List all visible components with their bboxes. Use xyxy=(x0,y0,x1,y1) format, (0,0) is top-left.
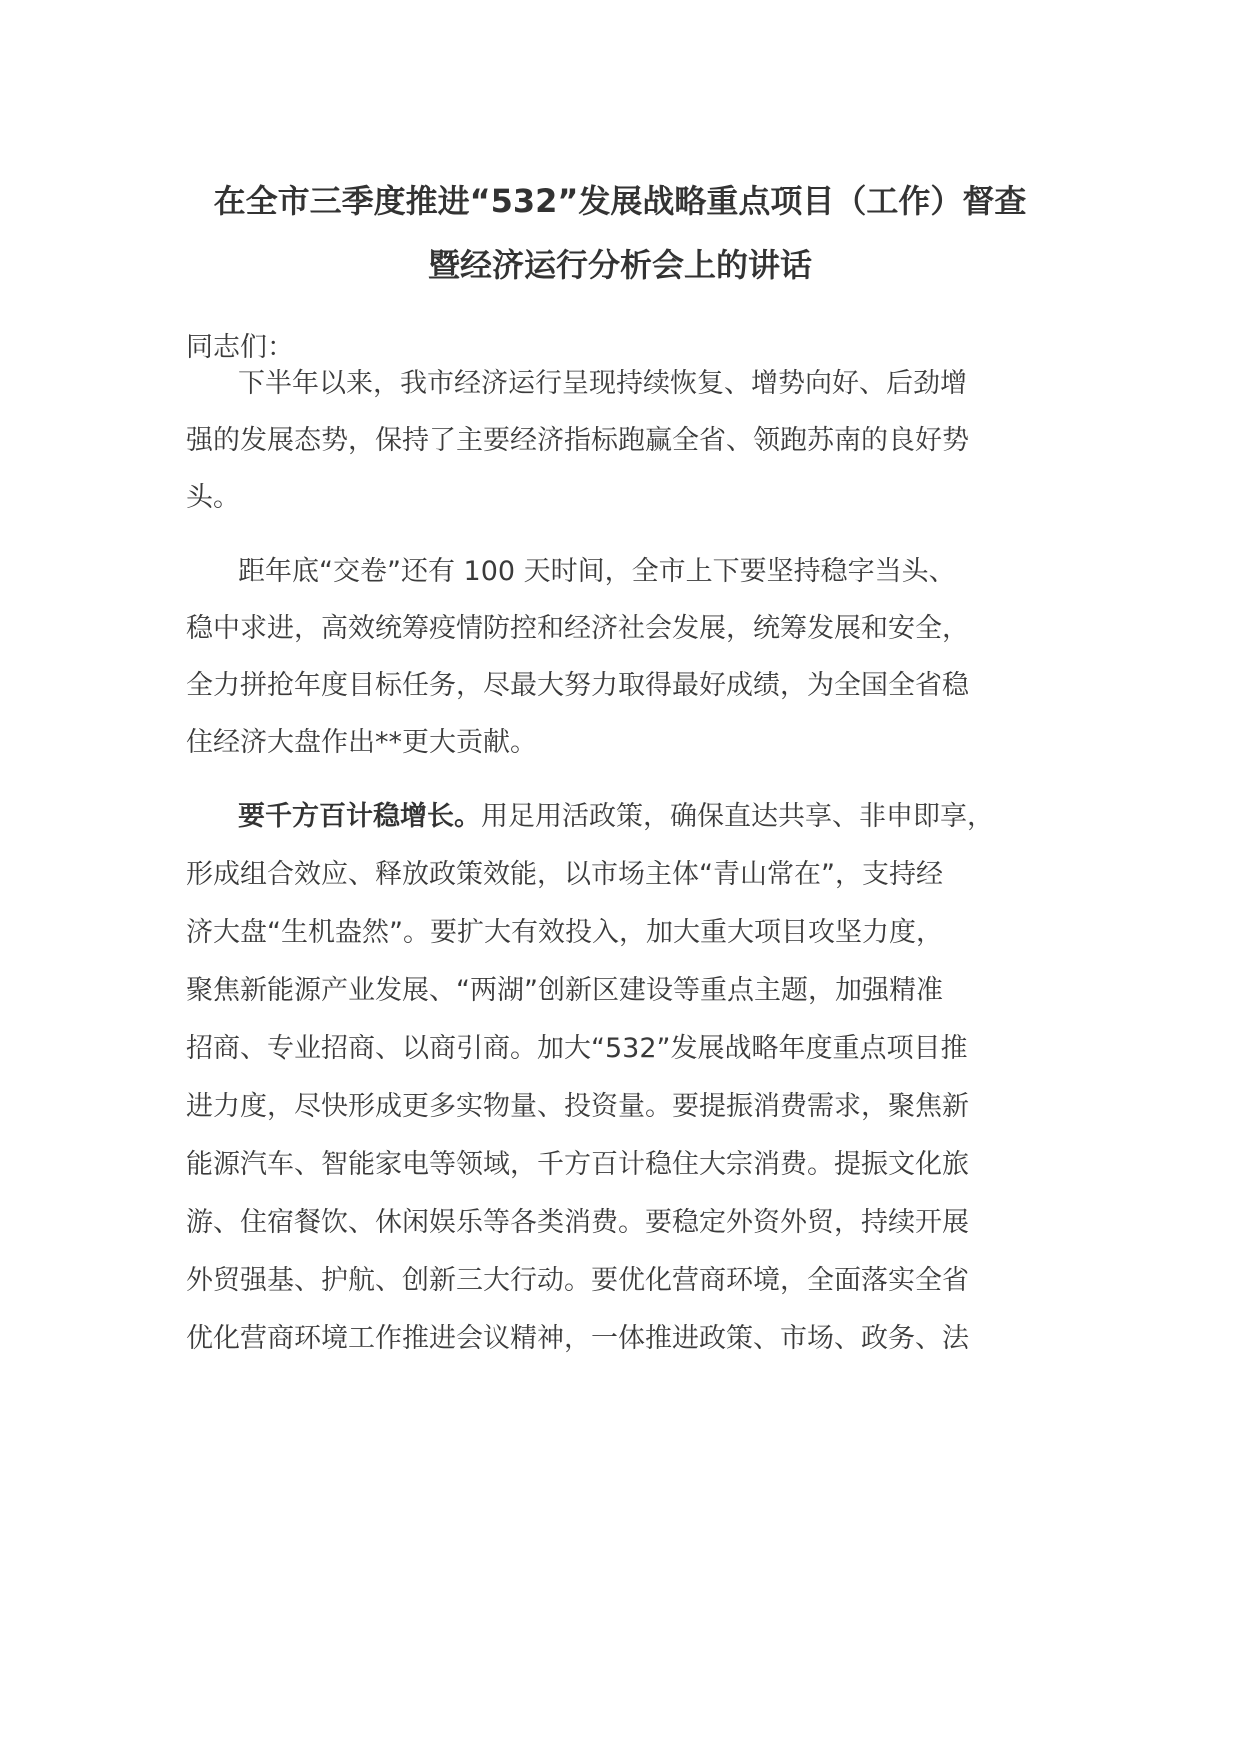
paragraph-2-line-4: 住经济大盘作出**更大贡献。 xyxy=(186,727,537,758)
paragraph-3-lead: 要千方百计稳增长。 xyxy=(238,801,481,832)
paragraph-3-line-7: 能源汽车、智能家电等领域，千方百计稳住大宗消费。提振文化旅 xyxy=(186,1149,969,1180)
paragraph-3-line-4: 聚焦新能源产业发展、“两湖”创新区建设等重点主题，加强精准 xyxy=(186,975,943,1006)
paragraph-3-line-2: 形成组合效应、释放政策效能，以市场主体“青山常在”，支持经 xyxy=(186,859,943,890)
paragraph-2-line-2: 稳中求进，高效统筹疫情防控和经济社会发展，统筹发展和安全， xyxy=(186,613,969,644)
salutation: 同志们： xyxy=(186,332,294,363)
paragraph-3-line-9: 外贸强基、护航、创新三大行动。要优化营商环境，全面落实全省 xyxy=(186,1265,969,1296)
document-title-line-2: 暨经济运行分析会上的讲话 xyxy=(427,246,812,284)
paragraph-1-line-2: 强的发展态势，保持了主要经济指标跑赢全省、领跑苏南的良好势 xyxy=(186,425,969,456)
paragraph-3-line-10: 优化营商环境工作推进会议精神，一体推进政策、市场、政务、法 xyxy=(186,1323,969,1354)
paragraph-3-line-6: 进力度，尽快形成更多实物量、投资量。要提振消费需求，聚焦新 xyxy=(186,1091,969,1122)
paragraph-3-line-5: 招商、专业招商、以商引商。加大“532”发展战略年度重点项目推 xyxy=(186,1033,968,1064)
paragraph-1-line-3: 头。 xyxy=(186,482,240,513)
paragraph-3-line-1 xyxy=(238,797,994,837)
paragraph-3-line-8: 游、住宿餐饮、休闲娱乐等各类消费。要稳定外资外贸，持续开展 xyxy=(186,1207,969,1238)
document-title-line-1: 在全市三季度推进“532”发展战略重点项目（工作）督查 xyxy=(213,182,1027,220)
paragraph-2-line-1: 距年底“交卷”还有 100 天时间，全市上下要坚持稳字当头、 xyxy=(238,556,956,587)
paragraph-3-line-3: 济大盘“生机盎然”。要扩大有效投入，加大重大项目攻坚力度， xyxy=(186,917,943,948)
paragraph-1-line-1: 下半年以来，我市经济运行呈现持续恢复、增势向好、后劲增 xyxy=(238,368,967,399)
paragraph-3-line-1-text: 用足用活政策，确保直达共享、非申即享， xyxy=(481,801,994,832)
paragraph-2-line-3: 全力拼抢年度目标任务，尽最大努力取得最好成绩，为全国全省稳 xyxy=(186,670,969,701)
